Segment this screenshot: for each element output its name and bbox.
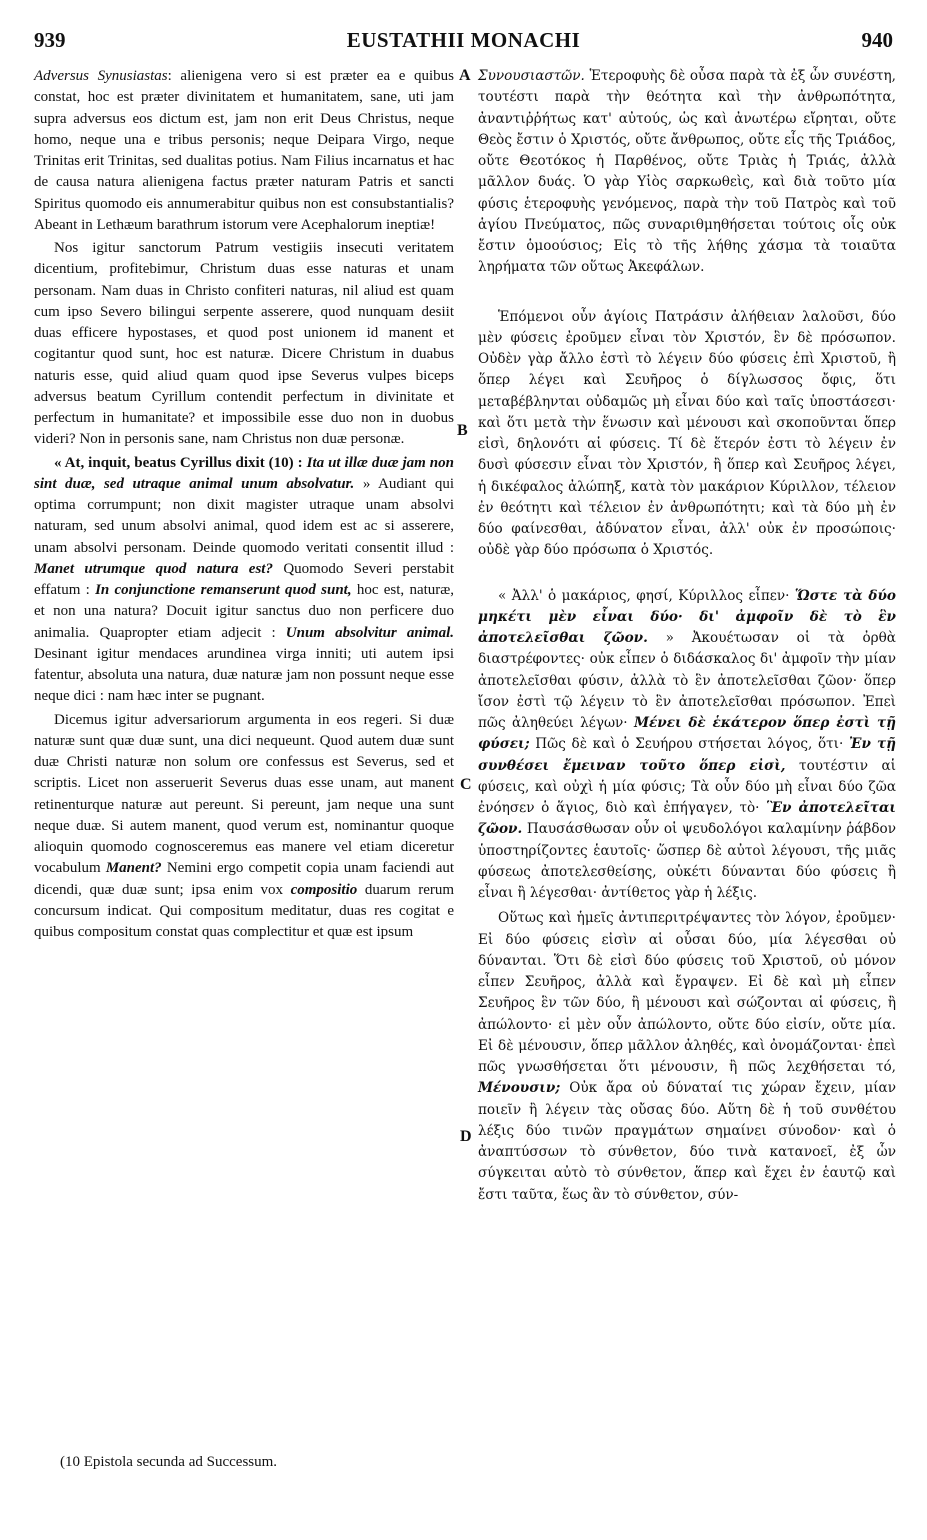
latin-paragraph-4: Dicemus igitur adversariorum argumenta in eos regeri. Si duæ naturæ sunt quæ duæ sunt, una dici nequeunt. Quod autem duæ sunt duæ Christi naturæ non solum ore confessus est Severus, sed et scriptis. Licet non asseruerit Severus duas esse unam, aut manent retinenturque naturæ aut pereunt. Si pereunt, jam neque una sunt neque duæ. Si autem manent, quod verum est, nominantur quoque alioquin quomodo cognosceremus eas manere vel etiam diceretur vocabulum Manent? Nemini ergo competit copia unam faciendi aut dicendi, quæ duæ sunt; ipsa enim vox compositio duarum rerum concursum indicat. Qui compositum meditatur, duas res cogitat e quibus compositum constat quas complectitur et quæ est ipsum (34, 711, 455, 940)
margin-marker-a: A (459, 67, 471, 84)
page-number-left: 939 (34, 28, 66, 52)
greek-column (478, 66, 896, 1206)
greek-paragraph-3: « Ἀλλ' ὁ μακάριος, φησί, Κύριλλος εἶπεν· Ὥστε τὰ δύο μηκέτι μὲν εἶναι δύο· δι' ἀμφοῖν δὲ τὸ ἓν ἀποτελεῖσθαι ζῶον. » Ἀκουέτωσαν οἱ τὰ ὀρθὰ διαστρέφοντες· οὐκ εἶπεν ὁ διδάσκαλος δι' ἀμφοῖν τὴν μίαν ἀποτελεῖσθαι φύσιν, ἀλλὰ τὸ ἓν ἀποτελεῖσθαι ζῶον· ὅπερ ἴσον ἐστὶ τῷ λέγειν τὸ ἓν ἀποτελεῖσθαι πρόσωπον. Ἐπεὶ πῶς ἀληθεύει λέγων· Μένει δὲ ἑκάτερον ὅπερ ἐστὶ τῇ φύσει; Πῶς δὲ καὶ ὁ Σευήρου στήσεται λόγος, ὅτι· Ἐν τῇ συνθέσει ἔμειναν τοῦτο ὅπερ εἰσὶ, τουτέστιν αἱ φύσεις, καὶ οὐχὶ ἡ μία φύσις; Τὰ οὖν δύο μὴ εἶναι δύο ζῶα ἐνόησεν ὁ ἅγιος, διὸ καὶ ἐπήγαγεν, τὸ· Ἓν ἀποτελεῖται ζῶον. Παυσάσθωσαν οὖν οἱ ψευδολόγοι καλαμίνην ῥάβδον ὑποστηρίζοντες ἑαυτοῖς· ὥσπερ δὲ αὐτοὶ λέγουσι, τῆς μιᾶς φύσεως ἀποτελεσθείσης, οὐκέτι δύνανται δύο φύσεις ἢ εἶναι ἢ λέγεσθαι· ἀντίθετος γὰρ ἡ λέξις. (478, 587, 897, 901)
page-number-right: 940 (861, 28, 893, 52)
greek-paragraph-1: Συνουσιαστῶν. Ἑτεροφυὴς δὲ οὖσα παρὰ τὰ ἐξ ὧν συνέστη, τουτέστι παρὰ τὴν θεότητα καὶ τὴν ἀνθρωπότητα, ἀναντιῤῥήτως κατ' αὐτούς, ὡς καὶ ἀνωτέρω εἴρηται, οὔτε Θεὸς ἔστιν ὁ Χριστός, οὔτε ἄνθρωπος, οὔτε εἷς τῆς Τριάδος, οὔτε Θεοτόκος ἡ Παρθένος, οὔτε Τριὰς ἡ Τριάς, ἀλλὰ μᾶλλον δυάς. Ὁ γὰρ Υἱὸς σαρκωθεὶς, καὶ διὰ τοῦτο μία φύσις ἑτεροφυὴς γενόμενος, παρὰ τὴν τοῦ Πατρὸς καὶ τοῦ ἁγίου Πνεύματος, πῶς συναριθμηθήσεται τούτοις οἷς οὐκ ἔστιν ὁμοούσιος; Εἰς τὸ τῆς λήθης χάσμα τὰ τοιαῦτα ληρήματα τῶν οὕτως Ἀκεφάλων. (478, 68, 896, 276)
greek-italic-heading: Συνουσιαστῶν. (478, 68, 585, 84)
latin-italic-heading: Adversus Synusiastas (34, 68, 168, 84)
page-header (0, 28, 927, 62)
margin-marker-b: B (457, 422, 468, 439)
footnote: (10 Epistola secunda ad Successum. (60, 1454, 278, 1470)
greek-paragraph-2: Ἑπόμενοι οὖν ἁγίοις Πατράσιν ἀλήθειαν λαλοῦσι, δύο μὲν φύσεις ἐροῦμεν εἶναι τὸν Χριστόν, ἓν δὲ πρόσωπον. Οὐδὲν γὰρ ἄλλο ἐστὶ τὸ λέγειν δύο φύσεις ἐπὶ Χριστοῦ, ἢ ὅπερ λέγει καὶ Σευῆρος ὁ δίγλωσσος ὄφις, ὅτι μεταβέβληνται οὐδαμῶς μὴ εἶναι δύο καὶ ταῖς ὑποστάσεσι· καὶ ὅτι μετὰ τὴν ἕνωσιν καὶ μένουσι καὶ σκοποῦνται ὅπερ εἰσὶ, δηλονότι αἱ φύσεις. Τί δὲ ἕτερόν ἐστι τὸ λέγειν ἐν δυσὶ φύσεσιν εἶναι τὸν Χριστόν, ἢ ὅπερ καὶ Σευῆρος λέγει, ἡ δικέφαλος ἀλώπηξ, κατὰ τὸν μακάριον Κύριλλον, τέλειον ἐν θεότητι καὶ τέλειον ἐν ἀνθρωπότητι; καὶ τὰ δύο μὴ ἐν δύο φαίνεσθαι, ἀδύνατον εἶναι, ἀλλ' οὐκ ἐν προσώποις· οὐδὲ γὰρ δύο πρόσωπα ὁ Χριστός. (478, 308, 896, 559)
latin-paragraph-2: Nos igitur sanctorum Patrum vestigiis insecuti veritatem dicentium, profitebimur, Christum duas esse naturas et unam personam. Nam duas in Christo confiteri naturas, nil aliud est quam cum ipso Severo bilingui serpente asserere, quod nunquam desiit duas efficere hypostases, et quod post unionem id manent et cogitantur quod sunt, hoc est naturæ. Dicere Christum in duabus naturis esse, quid aliud quam quod ipse Severus vulpes biceps adversus beatum Cyrillum contendit perfectum in divinitate et perfectum in humanitate? et impossibile esse duo non in duobus videri? Non in personis sane, nam Christus non duæ personæ. (34, 240, 454, 448)
latin-paragraph-3: « At, inquit, beatus Cyrillus dixit (10) : Ita ut illæ duæ jam non sint duæ, sed utraque animal unum absolvatur. » Audiant qui optima corrumpunt; non dixit magister utraque unam absolvi naturam, sed unum absolvi animal, quod idem est ac si asserere, unam absolvi personam. Deinde quomodo veritati consentit illud : Manet utrumque quod natura est? Quomodo Severi perstabit effatum : In conjunctione remanserunt quod sunt, hoc est, naturæ, et non una natura? Docuit igitur sanctus duo non perficere duo animalia. Quapropter etiam adjecit : Unum absolvitur animal. Desinant igitur mendaces arundinea virga inniti; uti autem ipsi fatentur, absoluta una natura, duæ naturæ jam non possunt neque esse neque dici : nam hæc inter se pugnant. (34, 454, 455, 705)
latin-column (34, 66, 454, 943)
latin-paragraph-1: Adversus Synusiastas: alienigena vero si est præter ea e quibus constat, hoc est præter divinitatem et humanitatem, sane, uti jam supra adversus eos dictum est, jam non erit Deus Christus, neque homo, neque una e tribus personis; neque Deipara Virgo, neque Trinitas erit Trinitas, sed dualitas potius. Nam Filius incarnatus et hac de causa natura alienigena factus præter naturam Patris et sancti Spiritus quomodo eis annumerabitur quibus non est consubstantialis? Abeant in Lethæum barathrum istorum vere Acephalorum ineptiæ! (34, 68, 455, 233)
running-title: EUSTATHII MONACHI (346, 28, 581, 52)
margin-marker-c: C (460, 776, 472, 793)
margin-marker-d: D (460, 1128, 472, 1145)
greek-paragraph-4: Οὕτως καὶ ἡμεῖς ἀντιπεριτρέψαντες τὸν λόγον, ἐροῦμεν· Εἰ δύο φύσεις εἰσὶν αἱ οὖσαι δύο, μία λέγεσθαι οὐ δύνανται. Ὅτι δὲ εἰσὶ δύο φύσεις τοῦ Χριστοῦ, οὐ μόνον εἶπεν Σευῆρος, ἀλλὰ καὶ ἔγραψεν. Εἰ δὲ καὶ μὴ εἶπεν Σευῆρος ἓν τῶν δύο, ἢ μένουσι καὶ σώζονται αἱ φύσεις, ἢ ἀπώλοντο· εἰ μὲν οὖν ἀπώλοντο, οὔτε δύο εἰσίν, οὔτε μία. Εἰ δὲ μένουσιν, ὅπερ μᾶλλον ἀληθές, καὶ ὀνομάζονται· ἐπεὶ πῶς γνωσθήσεται ὅτι μένουσιν, ἢ πῶς λεχθήσεται τό, Μένουσιν; Οὐκ ἄρα οὐ δύναταί τις χώραν ἔχειν, μίαν ποιεῖν ἢ λέγειν τὰς οὔσας δύο. Αὕτη δὲ ἡ τοῦ συνθέτου λέξις δύο τινῶν πραγμάτων σημαίνει σύνοδον· καὶ ὁ ἀναπτύσσων τὸ σύνθετον, δύο τινὰ κατανοεῖ, ἐξ ὧν σύγκειται αὐτὸ τὸ σύνθετον, ἅπερ καὶ ἔχει ἐν ἑαυτῷ καὶ ἔστι ταῦτα, ἕως ἂν τὸ σύνθετον, σύν- (478, 910, 896, 1203)
